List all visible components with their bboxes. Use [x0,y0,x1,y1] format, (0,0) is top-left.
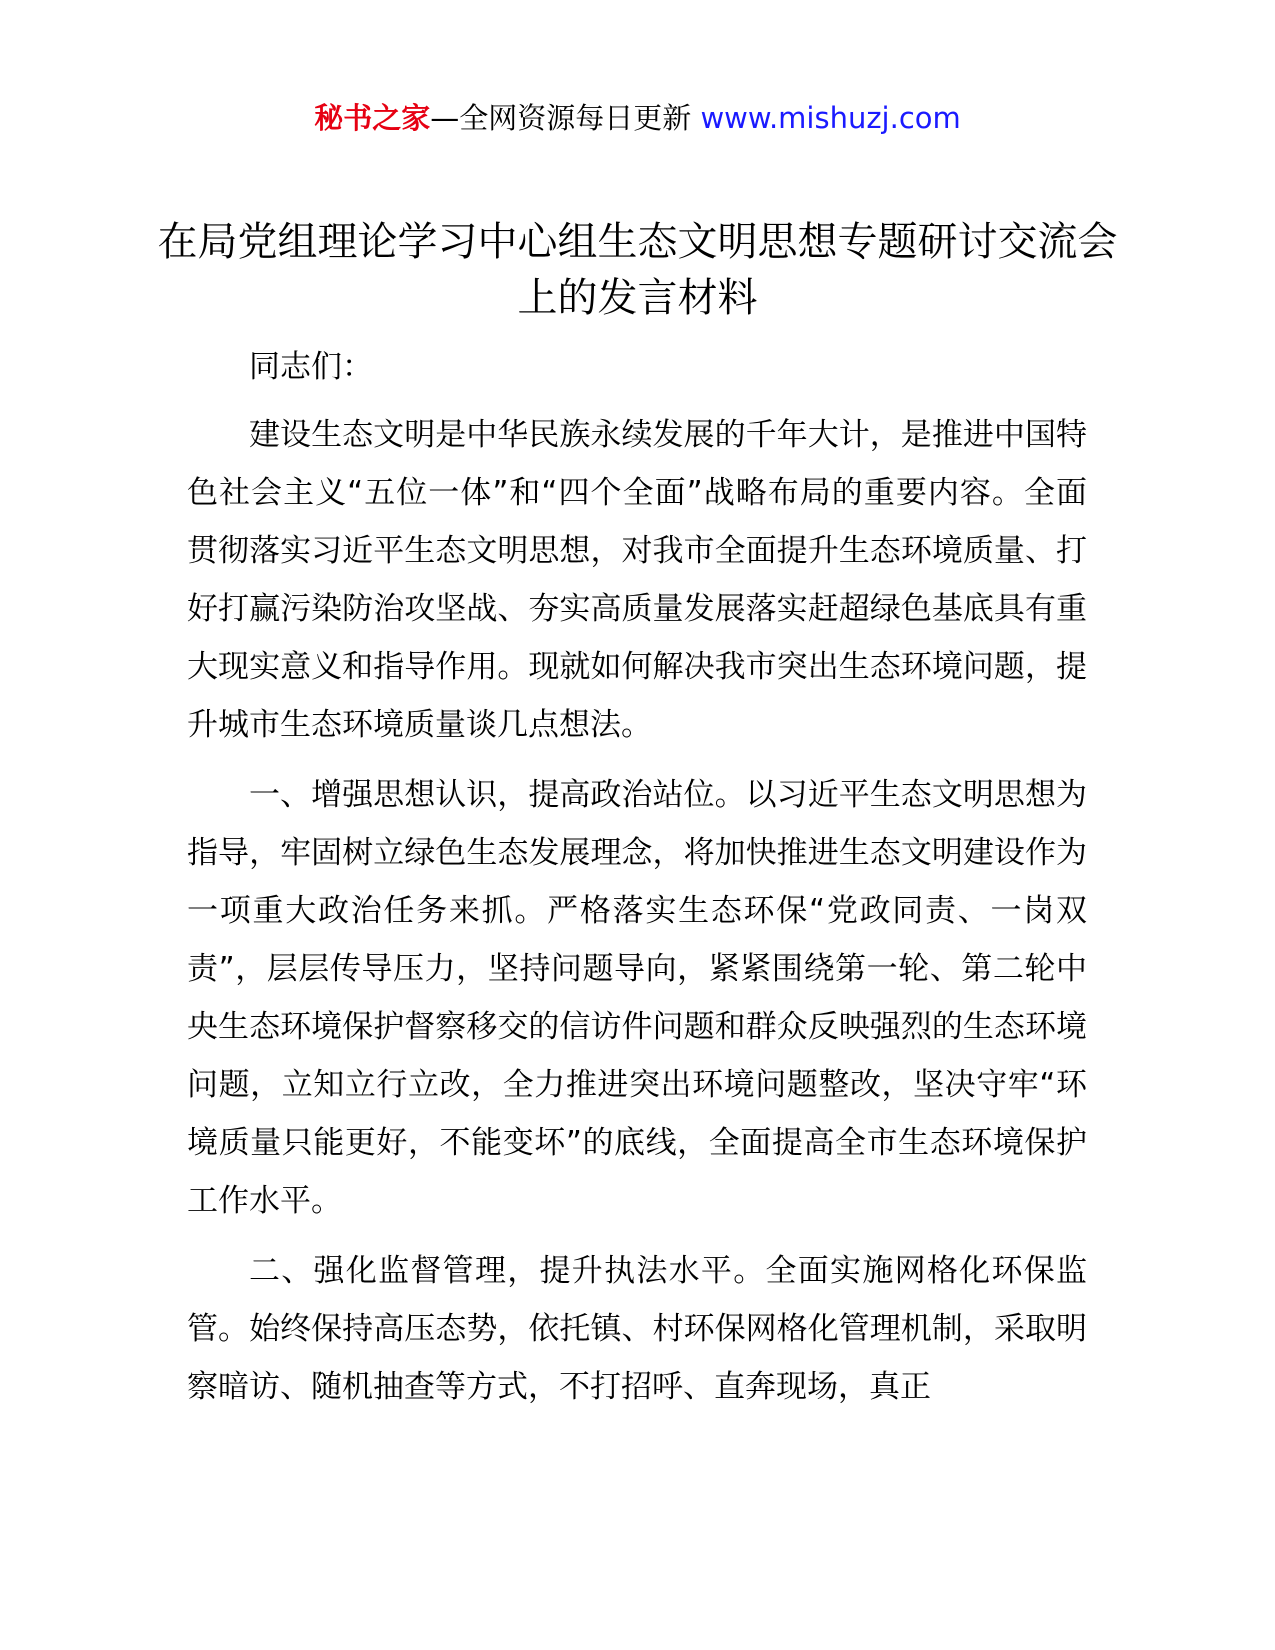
paragraph-intro: 建设生态文明是中华民族永续发展的千年大计，是推进中国特色社会主义“五位一体”和“四个全面”战略布局的重要内容。全面贯彻落实习近平生态文明思想，对我市全面提升生态环境质量、打好打赢污染防治攻坚战、夯实高质量发展落实赶超绿色基底具有重大现实意义和指导作用。现就如何解决我市突出生态环境问题，提升城市生态环境质量谈几点想法。 [187,417,1087,743]
paragraph-section-1: 一、增强思想认识，提高政治站位。以习近平生态文明思想为指导，牢固树立绿色生态发展理念，将加快推进生态文明建设作为一项重大政治任务来抓。严格落实生态环保“党政同责、一岗双责”，层层传导压力，坚持问题导向，紧紧围绕第一轮、第二轮中央生态环境保护督察移交的信访件问题和群众反映强烈的生态环境问题，立知立行立改，全力推进突出环境问题整改，坚决守牢“环境质量只能更好，不能变坏”的底线，全面提高全市生态环境保护工作水平。 [187,777,1087,1219]
document-body [187,338,1087,1428]
page-header [0,98,1275,138]
header-url-link[interactable]: www.mishuzj.com [700,101,961,135]
header-slogan: —全网资源每日更新 [430,101,701,135]
salutation: 同志们： [249,349,373,385]
document-title: 在局党组理论学习中心组生态文明思想专题研讨交流会上的发言材料 [157,219,1118,321]
paragraph-section-2: 二、强化监督管理，提升执法水平。全面实施网格化环保监管。始终保持高压态势，依托镇、村环保网格化管理机制，采取明察暗访、随机抽查等方式，不打招呼、直奔现场，真正 [187,1253,1087,1405]
brand-name: 秘书之家 [314,101,431,135]
